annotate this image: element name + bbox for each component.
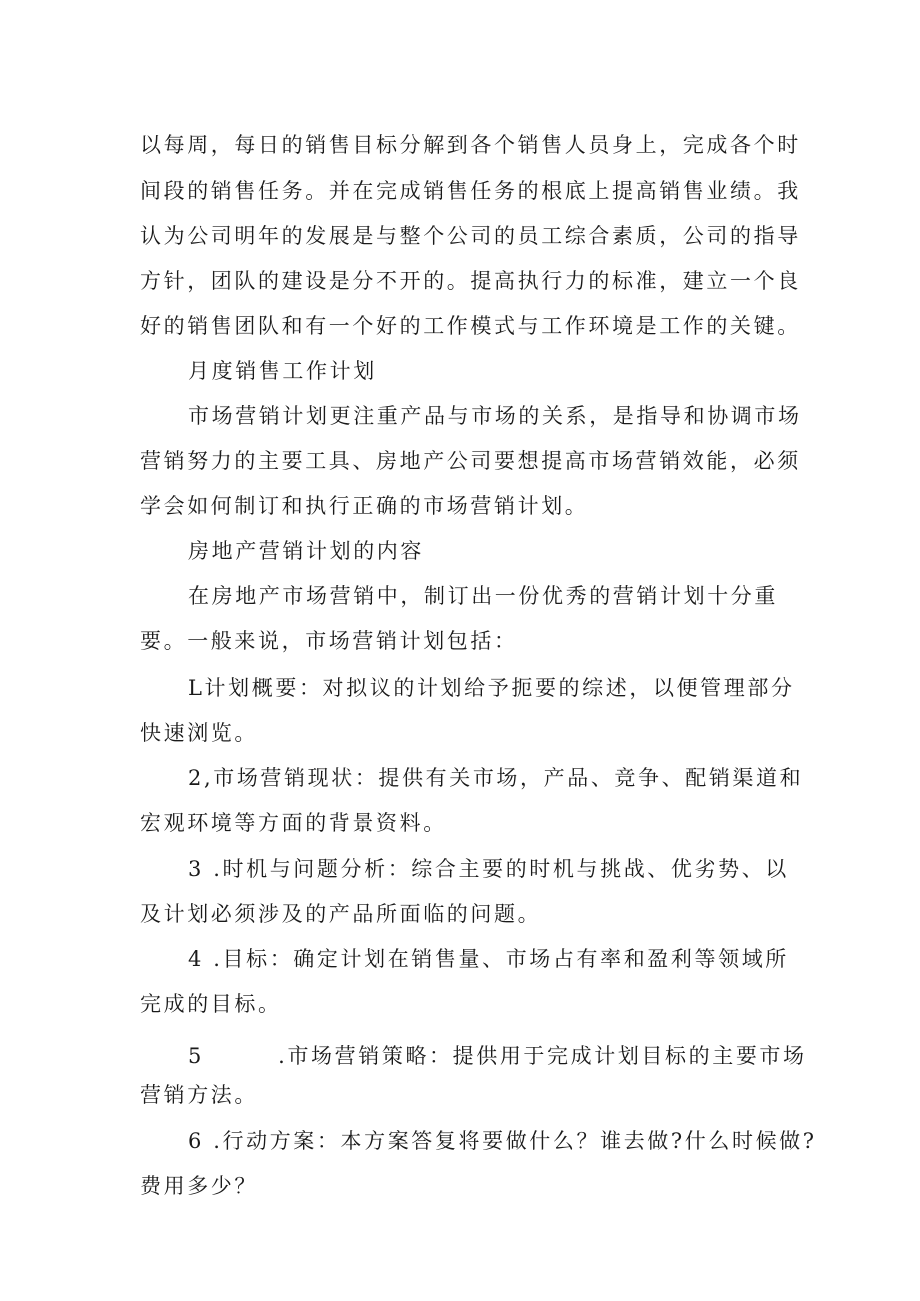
paragraph-line: 好的销售团队和有一个好的工作模式与工作环境是工作的关键。 bbox=[140, 314, 801, 338]
paragraph-line: 要。一般来说，市场营销计划包括： bbox=[140, 629, 518, 653]
list-item-line: 营销方法。 bbox=[140, 1083, 258, 1107]
paragraph-line: 在房地产市场营销中，制订出一份优秀的营销计划十分重 bbox=[188, 584, 778, 608]
list-item-line: 完成的目标。 bbox=[140, 992, 282, 1016]
list-item-line: 3 .时机与问题分析：综合主要的时机与挑战、优劣势、以 bbox=[188, 857, 789, 881]
section-heading: 月度销售工作计划 bbox=[188, 359, 377, 383]
list-item-line: 4 .目标：确定计划在销售量、市场占有率和盈利等领域所 bbox=[188, 947, 789, 971]
list-item-line: 及计划必须涉及的产品所面临的问题。 bbox=[140, 902, 542, 926]
list-item-line: 2,市场营销现状：提供有关市场，产品、竞争、配销渠道和 bbox=[188, 766, 804, 790]
list-item-line: 费用多少？ bbox=[140, 1174, 258, 1198]
list-item-line: 快速浏览。 bbox=[140, 721, 258, 745]
paragraph-line: 市场营销计划更注重产品与市场的关系，是指导和协调市场 bbox=[188, 404, 802, 428]
list-item-line: 宏观环境等方面的背景资料。 bbox=[140, 811, 447, 835]
section-heading: 房地产营销计划的内容 bbox=[188, 539, 424, 563]
paragraph-line: 间段的销售任务。并在完成销售任务的根底上提高销售业绩。我 bbox=[140, 179, 801, 203]
paragraph-line: 以每周，每日的销售目标分解到各个销售人员身上，完成各个时 bbox=[140, 133, 801, 157]
paragraph-line: 认为公司明年的发展是与整个公司的员工综合素质，公司的指导 bbox=[140, 224, 801, 248]
list-item-line: L计划概要：对拟议的计划给予扼要的综述，以便管理部分 bbox=[188, 676, 795, 700]
paragraph-line: 方针，团队的建设是分不开的。提高执行力的标准，建立一个良 bbox=[140, 269, 801, 293]
paragraph-line: 营销努力的主要工具、房地产公司要想提高市场营销效能，必须 bbox=[140, 449, 801, 473]
list-item-line: 5 .市场营销策略：提供用于完成计划目标的主要市场 bbox=[188, 1044, 807, 1068]
paragraph-line: 学会如何制订和执行正确的市场营销计划。 bbox=[140, 494, 589, 518]
list-item-line: 6 .行动方案：本方案答复将要做什么？谁去做?什么时候做? bbox=[188, 1129, 817, 1153]
